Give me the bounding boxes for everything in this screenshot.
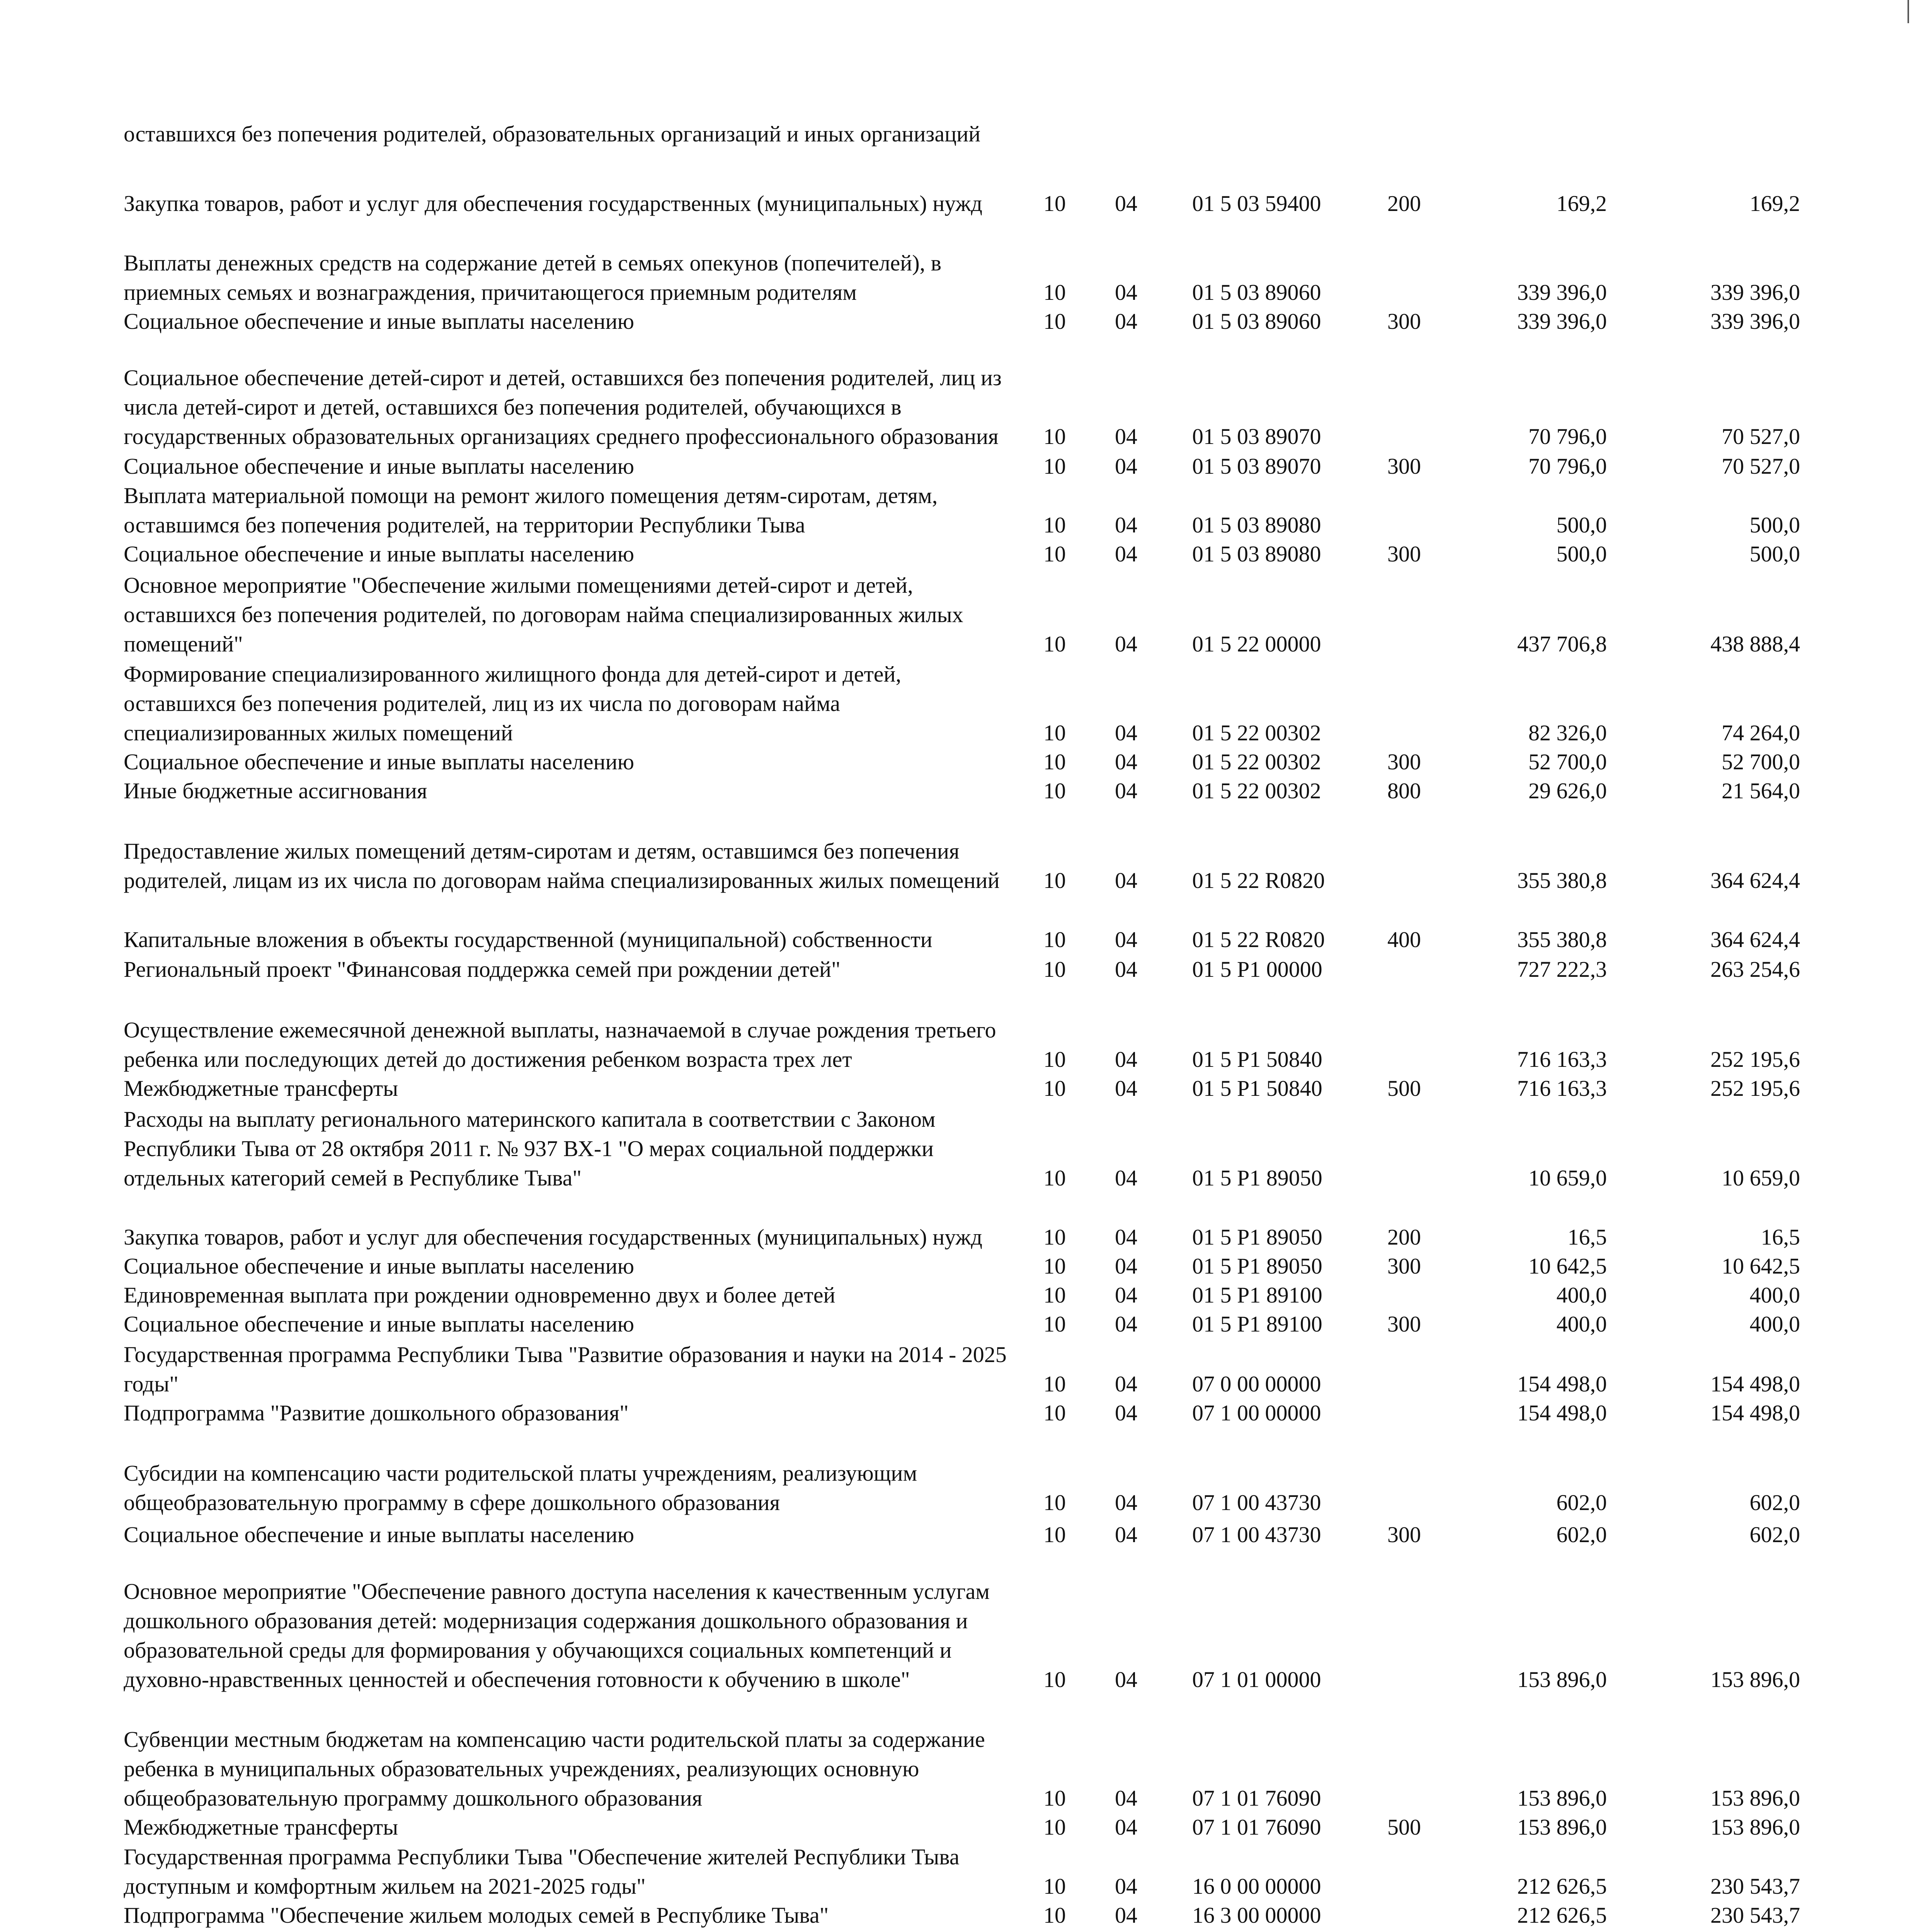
target-article-code: 01 5 03 89060 [1192, 280, 1321, 305]
section-code: 10 [1043, 512, 1066, 537]
subsection-code: 04 [1115, 1667, 1137, 1692]
amount-year-1: 70 796,0 [1528, 424, 1607, 449]
subsection-code: 04 [1115, 1311, 1137, 1337]
amount-year-1: 82 326,0 [1528, 720, 1607, 745]
target-article-code: 16 3 00 00000 [1192, 1903, 1321, 1928]
table-row [0, 661, 1916, 748]
subsection-code: 04 [1115, 1371, 1137, 1396]
table-row [0, 985, 1916, 1074]
section-code: 10 [1043, 778, 1066, 803]
row-description: Закупка товаров, работ и услуг для обеспечения государственных (муниципальных) нужд [124, 191, 983, 216]
amount-year-1: 10 659,0 [1528, 1165, 1607, 1190]
table-row [0, 170, 1916, 218]
expense-type-code: 800 [1387, 778, 1421, 803]
amount-year-1 [1517, 1930, 1607, 1932]
table-row [0, 1341, 1916, 1399]
section-code: 10 [1043, 957, 1066, 982]
section-code: 10 [1043, 1282, 1066, 1308]
amount-year-2: 230 543,7 [1710, 1874, 1800, 1899]
section-code: 10 [1043, 1522, 1066, 1547]
expense-type-code: 300 [1387, 309, 1421, 334]
target-article-code: 01 5 03 89080 [1192, 512, 1321, 537]
subsection-code: 04 [1115, 309, 1137, 334]
row-description: Единовременная выплата при рождении одновременно двух и более детей [124, 1282, 835, 1308]
amount-year-1: 153 896,0 [1517, 1667, 1607, 1692]
amount-year-1: 437 706,8 [1517, 631, 1607, 656]
table-row [0, 1401, 1916, 1428]
amount-year-2: 602,0 [1749, 1490, 1800, 1515]
expense-type-code: 200 [1387, 1225, 1421, 1250]
section-code: 10 [1043, 1076, 1066, 1101]
subsection-code: 04 [1115, 280, 1137, 305]
target-article-code: 07 0 00 00000 [1192, 1371, 1321, 1396]
amount-year-2: 500,0 [1749, 512, 1800, 537]
section-code: 10 [1043, 1225, 1066, 1250]
subsection-code: 04 [1115, 1165, 1137, 1190]
target-article-code: 07 1 00 00000 [1192, 1400, 1321, 1425]
target-article-code: 01 5 03 59400 [1192, 191, 1321, 216]
table-row [0, 309, 1916, 336]
table-row [0, 896, 1916, 954]
amount-year-1: 339 396,0 [1517, 280, 1607, 305]
target-article-code: 01 5 22 00302 [1192, 778, 1321, 803]
amount-year-2: 500,0 [1749, 541, 1800, 566]
section-code: 10 [1043, 631, 1066, 656]
row-description: Капитальные вложения в объекты государственной (муниципальной) собственности [124, 927, 932, 952]
scan-edge-mark [1907, 0, 1909, 23]
amount-year-1: 602,0 [1556, 1490, 1607, 1515]
subsection-code: 04 [1115, 512, 1137, 537]
amount-year-2: 400,0 [1749, 1282, 1800, 1308]
amount-year-1: 153 896,0 [1517, 1786, 1607, 1811]
table-row [0, 485, 1916, 540]
target-article-code: 01 5 22 R0820 [1192, 927, 1325, 952]
subsection-code: 04 [1115, 541, 1137, 566]
table-row [0, 454, 1916, 481]
table-row [0, 1549, 1916, 1694]
table-row [0, 1283, 1916, 1310]
amount-year-1: 16,5 [1567, 1225, 1607, 1250]
amount-year-2: 230 543,7 [1710, 1903, 1800, 1928]
subsection-code: 04 [1115, 868, 1137, 893]
amount-year-2: 364 624,4 [1710, 868, 1800, 893]
row-description: Субсидии на компенсацию части родительской платы учреждениям, реализующим общеобразовательную программу в сфере дошкольного образования [124, 1461, 917, 1515]
target-article-code: 01 5 22 00000 [1192, 631, 1321, 656]
subsection-code: 04 [1115, 424, 1137, 449]
section-code: 10 [1043, 280, 1066, 305]
subsection-code: 04 [1115, 1400, 1137, 1425]
amount-year-1: 602,0 [1556, 1522, 1607, 1547]
subsection-code [1115, 1930, 1137, 1932]
table-row [0, 97, 1916, 149]
row-description: Социальное обеспечение и иные выплаты населению [124, 1311, 634, 1337]
subsection-code: 04 [1115, 1253, 1137, 1279]
amount-year-2: 438 888,4 [1710, 631, 1800, 656]
table-row [0, 541, 1916, 569]
expense-type-code: 300 [1387, 1253, 1421, 1279]
amount-year-1: 169,2 [1556, 191, 1607, 216]
section-code: 10 [1043, 191, 1066, 216]
amount-year-1: 212 626,5 [1517, 1874, 1607, 1899]
subsection-code: 04 [1115, 1225, 1137, 1250]
subsection-code: 04 [1115, 1490, 1137, 1515]
section-code: 10 [1043, 749, 1066, 774]
expense-type-code: 200 [1387, 191, 1421, 216]
target-article-code: 01 5 P1 89050 [1192, 1225, 1322, 1250]
table-row [0, 1700, 1916, 1813]
section-code: 10 [1043, 1400, 1066, 1425]
row-description: Социальное обеспечение и иные выплаты населению [124, 541, 634, 566]
amount-year-1: 70 796,0 [1528, 454, 1607, 479]
amount-year-2: 339 396,0 [1710, 309, 1800, 334]
amount-year-2: 263 254,6 [1710, 957, 1800, 982]
row-description: Иные бюджетные ассигнования [124, 778, 427, 803]
section-code: 10 [1043, 1815, 1066, 1840]
amount-year-1: 716 163,3 [1517, 1047, 1607, 1072]
amount-year-2: 153 896,0 [1710, 1667, 1800, 1692]
row-description: Формирование специализированного жилищного фонда для детей-сирот и детей, оставшихся без попечения родителей, лиц из их числа по договорам найма специализированных жилых помещений [124, 662, 902, 745]
amount-year-1: 355 380,8 [1517, 868, 1607, 893]
target-article-code: 01 5 22 00302 [1192, 749, 1321, 774]
section-code: 10 [1043, 1047, 1066, 1072]
amount-year-1: 339 396,0 [1517, 309, 1607, 334]
row-description: Основное мероприятие "Обеспечение равного доступа населения к качественным услугам дошкольного образования детей: модернизация содержания дошкольного образования и образовательной среды для формирования у обучающихся социальных компетенций и духовно-нравственных ценностей и обеспечения готовности к обучению в школе" [124, 1579, 990, 1692]
table-row [0, 1816, 1916, 1842]
subsection-code: 04 [1115, 454, 1137, 479]
target-article-code: 07 1 01 76090 [1192, 1786, 1321, 1811]
amount-year-2: 70 527,0 [1722, 424, 1800, 449]
target-article-code: 01 5 22 00302 [1192, 720, 1321, 745]
amount-year-1: 10 642,5 [1528, 1253, 1607, 1279]
subsection-code: 04 [1115, 191, 1137, 216]
row-description: Социальное обеспечение и иные выплаты населению [124, 1253, 634, 1279]
subsection-code: 04 [1115, 1522, 1137, 1547]
row-description: Социальное обеспечение и иные выплаты населению [124, 309, 634, 334]
subsection-code: 04 [1115, 1076, 1137, 1101]
section-code: 10 [1043, 424, 1066, 449]
section-code: 10 [1043, 1165, 1066, 1190]
section-code: 10 [1043, 541, 1066, 566]
target-article-code: 01 5 03 89070 [1192, 454, 1321, 479]
table-row [0, 344, 1916, 451]
amount-year-1: 154 498,0 [1517, 1371, 1607, 1396]
row-description: Закупка товаров, работ и услуг для обеспечения государственных (муниципальных) нужд [124, 1225, 983, 1250]
amount-year-2: 154 498,0 [1710, 1400, 1800, 1425]
subsection-code: 04 [1115, 1282, 1137, 1308]
subsection-code: 04 [1115, 1047, 1137, 1072]
target-article-code: 01 5 03 89070 [1192, 424, 1321, 449]
row-description: Социальное обеспечение и иные выплаты населению [124, 454, 634, 479]
section-code: 10 [1043, 1903, 1066, 1928]
section-code: 10 [1043, 720, 1066, 745]
table-row [0, 1430, 1916, 1517]
amount-year-1: 29 626,0 [1528, 778, 1607, 803]
target-article-code: 01 5 P1 00000 [1192, 957, 1322, 982]
table-row [0, 1254, 1916, 1281]
target-article-code: 07 1 00 43730 [1192, 1490, 1321, 1515]
row-description: Подпрограмма "Обеспечение жильем молодых семей в Республике Тыва" [124, 1903, 829, 1928]
expense-type-code: 500 [1387, 1076, 1421, 1101]
expense-type-code: 300 [1387, 541, 1421, 566]
amount-year-1: 355 380,8 [1517, 927, 1607, 952]
section-code: 10 [1043, 1371, 1066, 1396]
row-description: Социальное обеспечение детей-сирот и детей, оставшихся без попечения родителей, лиц из числа детей-сирот и детей, оставшихся без попечения родителей, обучающихся в государственных образовательных организациях среднего профессионального образования [124, 365, 1002, 449]
amount-year-1: 716 163,3 [1517, 1076, 1607, 1101]
amount-year-2: 16,5 [1761, 1225, 1800, 1250]
section-code: 10 [1043, 927, 1066, 952]
row-description: Подпрограмма "Развитие дошкольного образования" [124, 1400, 629, 1425]
section-code: 10 [1043, 868, 1066, 893]
subsection-code: 04 [1115, 631, 1137, 656]
subsection-code: 04 [1115, 927, 1137, 952]
row-description: Государственная программа Республики Тыва "Обеспечение жителей Республики Тыва доступным и комфортным жильем на 2021-2025 годы" [124, 1844, 960, 1899]
section-code: 10 [1043, 1874, 1066, 1899]
amount-year-1: 52 700,0 [1528, 749, 1607, 774]
amount-year-2: 169,2 [1749, 191, 1800, 216]
subsection-code: 04 [1115, 1874, 1137, 1899]
table-row [0, 1076, 1916, 1103]
amount-year-1: 153 896,0 [1517, 1815, 1607, 1840]
row-description: Социальное обеспечение и иные выплаты населению [124, 1522, 634, 1547]
amount-year-2: 252 195,6 [1710, 1076, 1800, 1101]
table-row [0, 230, 1916, 307]
amount-year-2: 602,0 [1749, 1522, 1800, 1547]
target-article-code: 16 0 00 00000 [1192, 1874, 1321, 1899]
row-description: Региональный проект "Финансовая поддержка семей при рождении детей" [124, 957, 841, 982]
amount-year-1: 212 626,5 [1517, 1903, 1607, 1928]
target-article-code: 07 1 00 43730 [1192, 1522, 1321, 1547]
section-code: 10 [1043, 1253, 1066, 1279]
target-article-code: 01 5 22 R0820 [1192, 868, 1325, 893]
row-description: оставшихся без попечения родителей, образовательных организаций и иных организаций [124, 121, 981, 146]
row-description: Выплаты денежных средств на содержание детей в семьях опекунов (попечителей), в приемных семьях и вознаграждения, причитающегося приемным родителям [124, 250, 942, 305]
target-article-code: 01 5 P1 50840 [1192, 1047, 1322, 1072]
target-article-code: 01 5 P1 50840 [1192, 1076, 1322, 1101]
amount-year-2: 153 896,0 [1710, 1786, 1800, 1811]
row-description: Межбюджетные трансферты [124, 1076, 398, 1101]
row-description: Основное мероприятие "Обеспечение жилыми помещениями детей-сирот и детей, оставшихся без попечения родителей, по договорам найма специализированных жилых помещений" [124, 573, 963, 656]
section-code: 10 [1043, 309, 1066, 334]
expense-type-code: 300 [1387, 1522, 1421, 1547]
section-code [1043, 1930, 1066, 1932]
section-code: 10 [1043, 454, 1066, 479]
row-description: Субвенции местным бюджетам на компенсацию части родительской платы за содержание ребенка в муниципальных образовательных учреждениях, реализующих основную общеобразовательную программу дошкольного образования [124, 1727, 985, 1811]
amount-year-2: 364 624,4 [1710, 927, 1800, 952]
target-article-code: 01 5 P1 89050 [1192, 1253, 1322, 1279]
expense-type-code: 500 [1387, 1815, 1421, 1840]
row-description: Расходы на выплату регионального материнского капитала в соответствии с Законом Республики Тыва от 28 октября 2011 г. № 937 ВХ-1 "О мерах социальной поддержки отдельных категорий семей в Республике Тыва" [124, 1107, 936, 1190]
amount-year-2: 74 264,0 [1722, 720, 1800, 745]
target-article-code: 01 5 P1 89100 [1192, 1282, 1322, 1308]
amount-year-2: 52 700,0 [1722, 749, 1800, 774]
amount-year-2: 154 498,0 [1710, 1371, 1800, 1396]
expense-type-code: 300 [1387, 454, 1421, 479]
section-code: 10 [1043, 1786, 1066, 1811]
amount-year-2: 70 527,0 [1722, 454, 1800, 479]
amount-year-1: 400,0 [1556, 1311, 1607, 1337]
amount-year-2: 339 396,0 [1710, 280, 1800, 305]
amount-year-1: 727 222,3 [1517, 957, 1607, 982]
subsection-code: 04 [1115, 1786, 1137, 1811]
subsection-code: 04 [1115, 1903, 1137, 1928]
table-row [0, 570, 1916, 659]
subsection-code: 04 [1115, 749, 1137, 774]
amount-year-2: 10 642,5 [1722, 1253, 1800, 1279]
table-row [0, 1312, 1916, 1339]
table-row [0, 1845, 1916, 1901]
subsection-code: 04 [1115, 957, 1137, 982]
target-article-code: 07 1 01 76090 [1192, 1815, 1321, 1840]
amount-year-2 [1710, 1930, 1800, 1932]
row-description [124, 1930, 1012, 1932]
expense-type-code: 400 [1387, 927, 1421, 952]
row-description: Социальное обеспечение и иные выплаты населению [124, 749, 634, 774]
section-code: 10 [1043, 1311, 1066, 1337]
row-description: Выплата материальной помощи на ремонт жилого помещения детям-сиротам, детям, оставшимся без попечения родителей, на территории Республики Тыва [124, 483, 938, 537]
subsection-code: 04 [1115, 720, 1137, 745]
table-row [0, 779, 1916, 806]
target-article-code: 01 5 P1 89050 [1192, 1165, 1322, 1190]
table-row [0, 1196, 1916, 1252]
amount-year-2: 400,0 [1749, 1311, 1800, 1337]
amount-year-1: 400,0 [1556, 1282, 1607, 1308]
table-row [0, 808, 1916, 895]
target-article-code: 01 5 P1 89100 [1192, 1311, 1322, 1337]
target-article-code: 01 5 03 89080 [1192, 541, 1321, 566]
amount-year-1: 154 498,0 [1517, 1400, 1607, 1425]
subsection-code: 04 [1115, 1815, 1137, 1840]
row-description: Осуществление ежемесячной денежной выплаты, назначаемой в случае рождения третьего ребенка или последующих детей до достижения ребенком возраста трех лет [124, 1017, 996, 1072]
section-code: 10 [1043, 1667, 1066, 1692]
amount-year-2: 10 659,0 [1722, 1165, 1800, 1190]
expense-type-code: 300 [1387, 1311, 1421, 1337]
amount-year-2: 252 195,6 [1710, 1047, 1800, 1072]
amount-year-2: 21 564,0 [1722, 778, 1800, 803]
amount-year-1: 500,0 [1556, 541, 1607, 566]
expense-type-code: 300 [1387, 749, 1421, 774]
amount-year-1: 500,0 [1556, 512, 1607, 537]
amount-year-2: 153 896,0 [1710, 1815, 1800, 1840]
table-row [0, 750, 1916, 777]
row-description: Предоставление жилых помещений детям-сиротам и детям, оставшимся без попечения родителей, лицам из их числа по договорам найма специализированных жилых помещений [124, 838, 1000, 893]
target-article-code: 07 1 01 00000 [1192, 1667, 1321, 1692]
subsection-code: 04 [1115, 778, 1137, 803]
row-description: Государственная программа Республики Тыва "Развитие образования и науки на 2014 - 2025 годы" [124, 1342, 1007, 1396]
section-code: 10 [1043, 1490, 1066, 1515]
target-article-code [1192, 1930, 1325, 1932]
table-row [0, 958, 1916, 984]
row-description: Межбюджетные трансферты [124, 1815, 398, 1840]
table-row [0, 1905, 1916, 1930]
table-row [0, 1105, 1916, 1193]
target-article-code: 01 5 03 89060 [1192, 309, 1321, 334]
